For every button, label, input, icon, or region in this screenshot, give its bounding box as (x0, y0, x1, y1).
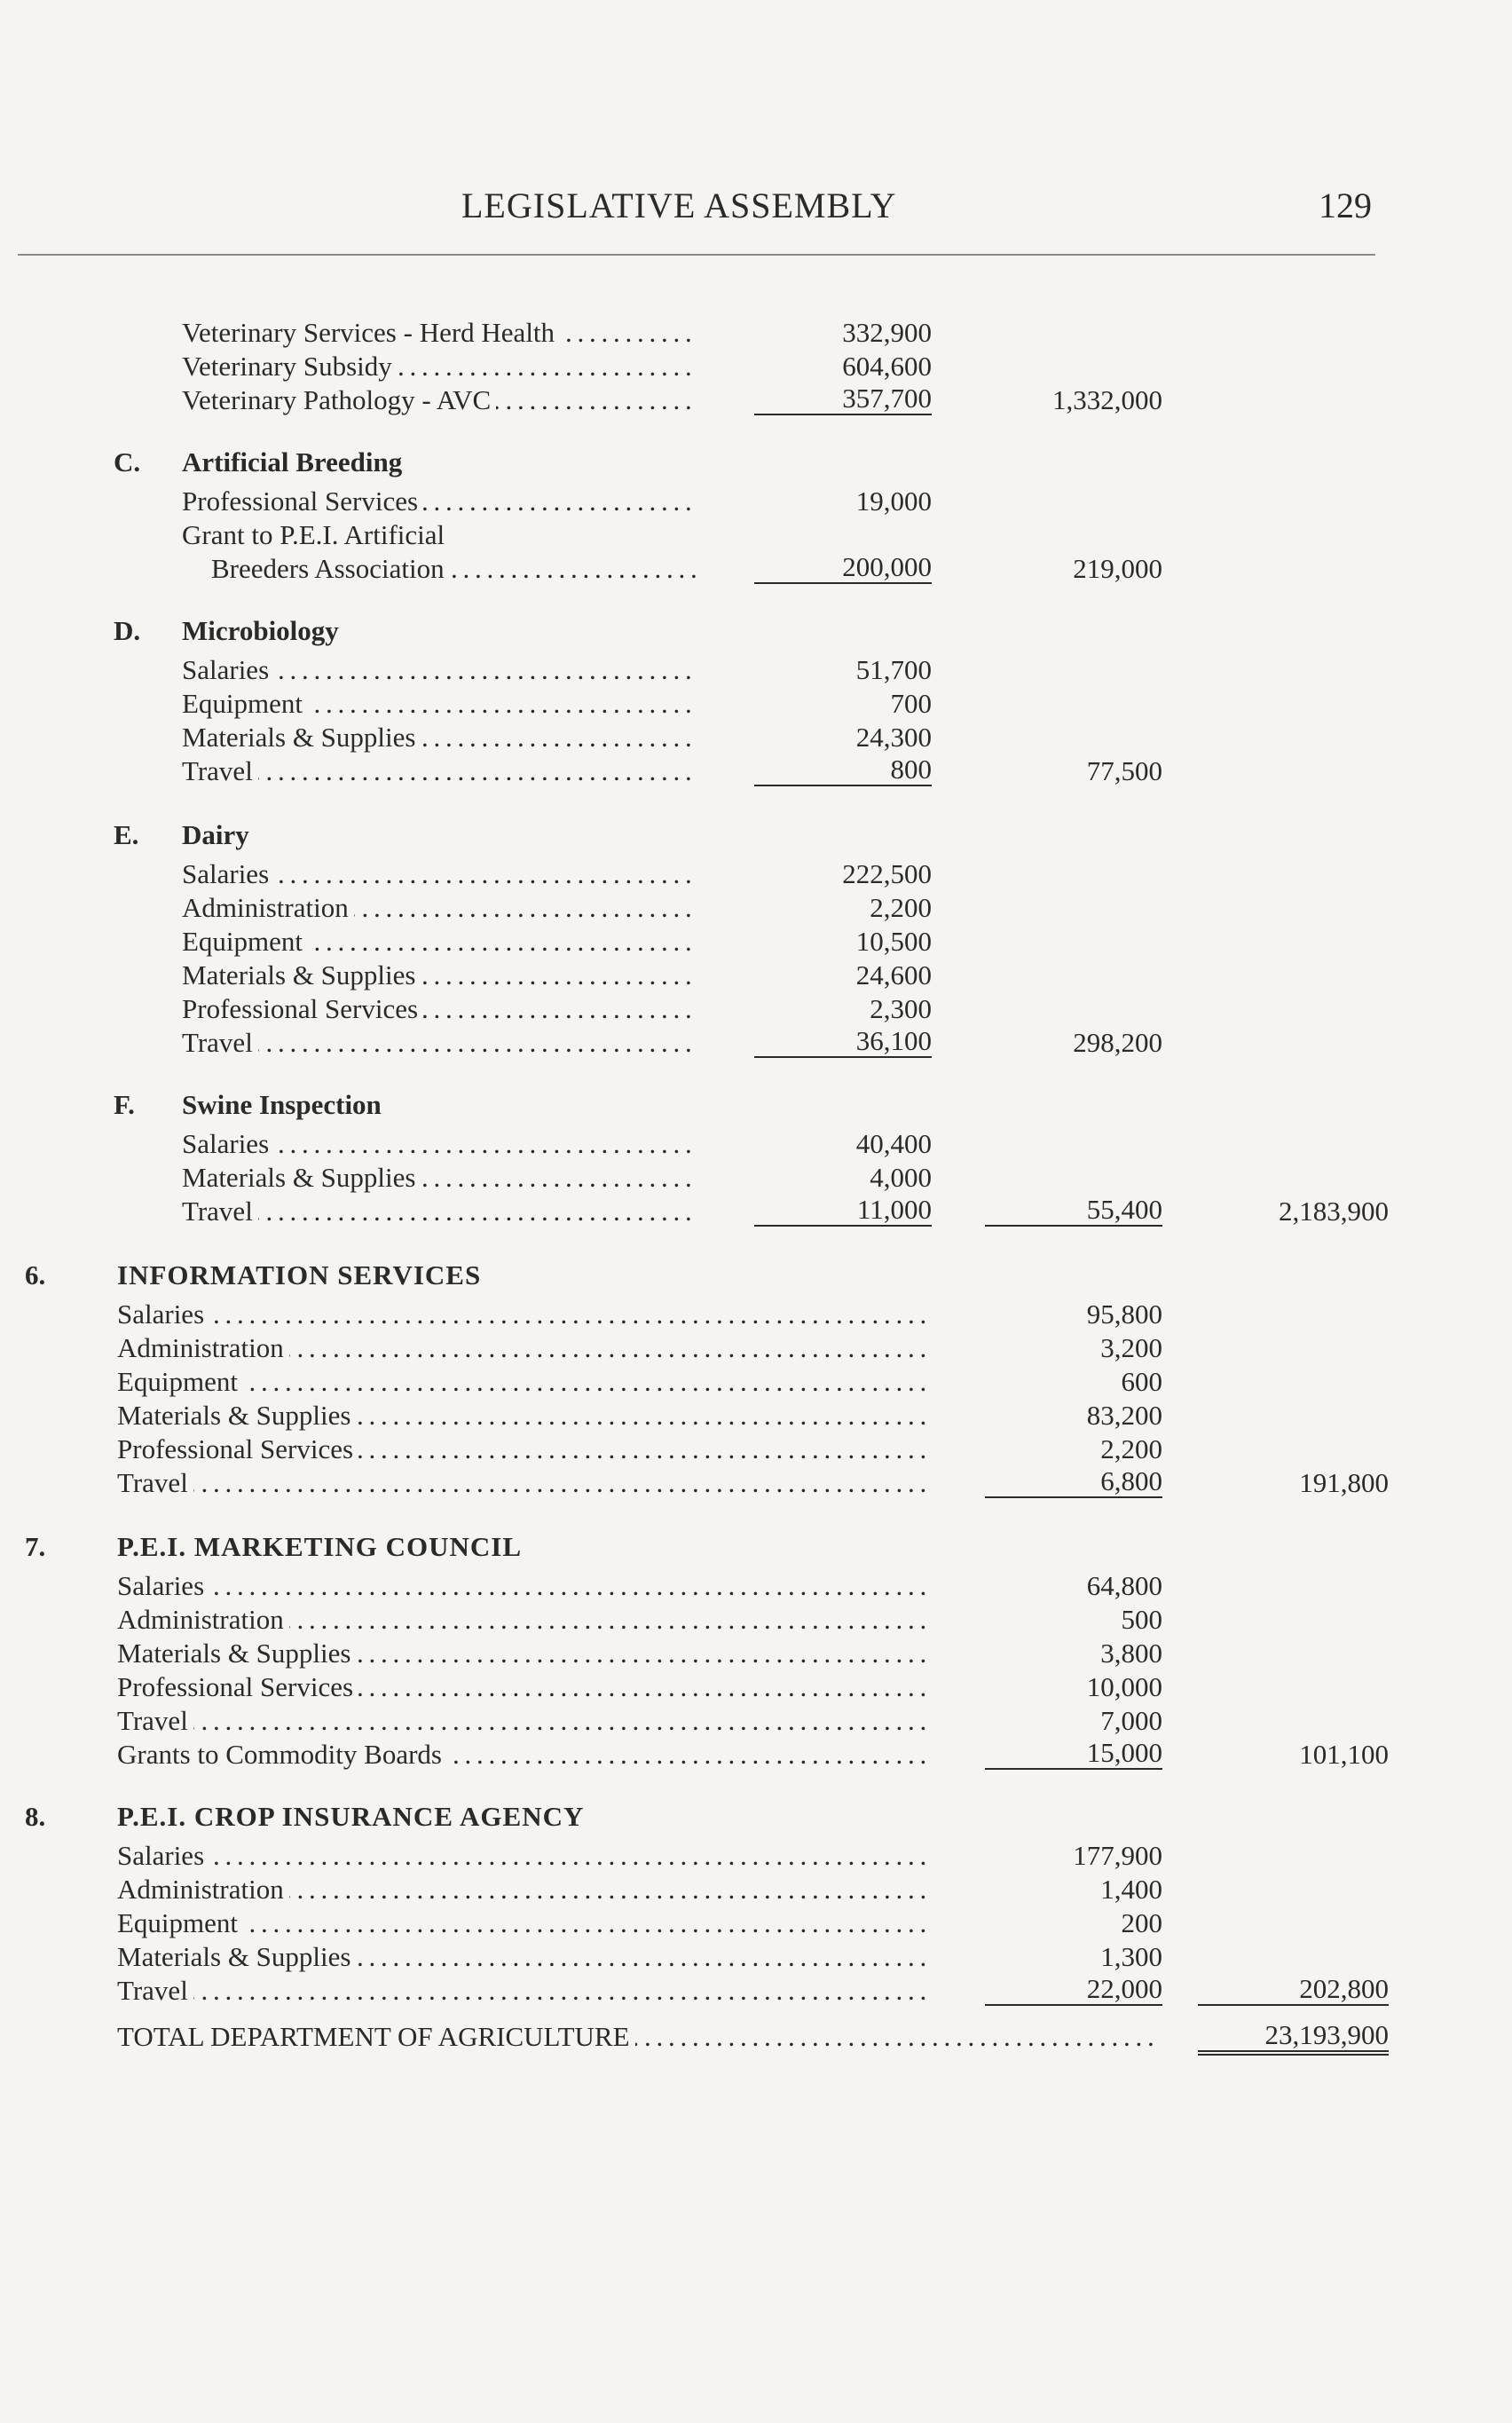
line-item: Equipment . . . 10,500 (0, 925, 1512, 959)
section-heading: E. Dairy (114, 819, 249, 850)
section-heading: C. Artificial Breeding (114, 446, 403, 477)
line-item: Salaries . . . 222,500 (0, 857, 1512, 891)
section-total: 77,500 (1086, 755, 1162, 786)
line-item: Veterinary Pathology - AVC . . . 357,700 1,332,000 (0, 383, 1512, 417)
line-item: Travel . . . 6,800 191,800 (0, 1466, 1512, 1500)
line-item: Travel . . . 800 77,500 (0, 754, 1512, 788)
line-item: Travel . . . 11,000 55,400 2,183,900 (0, 1195, 1512, 1228)
line-item: Travel . . . 36,100 298,200 (0, 1026, 1512, 1060)
section-heading: F. Swine Inspection (114, 1089, 382, 1120)
grand-total-label: TOTAL DEPARTMENT OF AGRICULTURE (117, 2021, 635, 2052)
line-item: Veterinary Subsidy . . . 604,600 (0, 350, 1512, 383)
line-item: Salaries . . . 40,400 (0, 1127, 1512, 1161)
line-item: Materials & Supplies . . . 24,600 (0, 959, 1512, 992)
line-item: Travel . . . 7,000 (0, 1704, 1512, 1738)
line-item: Administration . . . 3,200 (0, 1331, 1512, 1365)
line-item: Veterinary Services - Herd Health . . . 332,900 (0, 316, 1512, 350)
line-item: Administration . . . 1,400 (0, 1873, 1512, 1906)
grand-total-amount: 23,193,900 (1198, 2020, 1389, 2056)
line-item: Salaries . . . 51,700 (0, 653, 1512, 687)
line-item: Equipment . . . 700 (0, 687, 1512, 721)
line-item: Materials & Supplies . . . 83,200 (0, 1399, 1512, 1432)
line-item: Materials & Supplies . . . 3,800 (0, 1637, 1512, 1670)
line-item: Professional Services . . . 10,000 (0, 1670, 1512, 1704)
section-heading: 8. P.E.I. CROP INSURANCE AGENCY (25, 1801, 585, 1832)
line-item: Professional Services . . . 19,000 (0, 485, 1512, 518)
division-total: 2,183,900 (1279, 1196, 1389, 1227)
section-total: 191,800 (1299, 1467, 1389, 1498)
line-item: Grant to P.E.I. Artificial (0, 518, 1512, 552)
section-total: 1,332,000 (1052, 384, 1162, 415)
section-total: 219,000 (1073, 553, 1162, 584)
section-total: 202,800 (1198, 1974, 1389, 2006)
section-total: 55,400 (985, 1195, 1162, 1227)
line-item: Materials & Supplies . . . 1,300 (0, 1940, 1512, 1974)
line-item: Salaries . . . 64,800 (0, 1569, 1512, 1603)
header-divider (18, 254, 1375, 256)
line-item: Administration . . . 2,200 (0, 891, 1512, 925)
line-item: Materials & Supplies . . . 24,300 (0, 721, 1512, 754)
section-heading: 7. P.E.I. MARKETING COUNCIL (25, 1531, 523, 1562)
line-item: Materials & Supplies . . . 4,000 (0, 1161, 1512, 1195)
line-item: Salaries . . . 177,900 (0, 1839, 1512, 1873)
line-item: Equipment . . . 600 (0, 1365, 1512, 1399)
line-item: Salaries . . . 95,800 (0, 1298, 1512, 1331)
page-number: 129 (1319, 185, 1372, 225)
section-heading: 6. INFORMATION SERVICES (25, 1259, 482, 1290)
section-heading: D. Microbiology (114, 615, 339, 646)
section-total: 101,100 (1299, 1739, 1389, 1770)
line-item: Professional Services . . . 2,300 (0, 992, 1512, 1026)
line-item: Breeders Association . . . 200,000 219,000 (0, 552, 1512, 586)
page-title: LEGISLATIVE ASSEMBLY (461, 185, 897, 225)
line-item: Travel . . . 22,000 202,800 (0, 1974, 1512, 2008)
grand-total-row (0, 2020, 1512, 2054)
subtotal-underlined: 357,700 (754, 383, 932, 415)
line-item: Grants to Commodity Boards . . . 15,000 101,100 (0, 1738, 1512, 1772)
line-item: Administration . . . 500 (0, 1603, 1512, 1637)
line-item: Professional Services . . . 2,200 (0, 1432, 1512, 1466)
line-item: Equipment . . . 200 (0, 1906, 1512, 1940)
section-total: 298,200 (1073, 1027, 1162, 1058)
